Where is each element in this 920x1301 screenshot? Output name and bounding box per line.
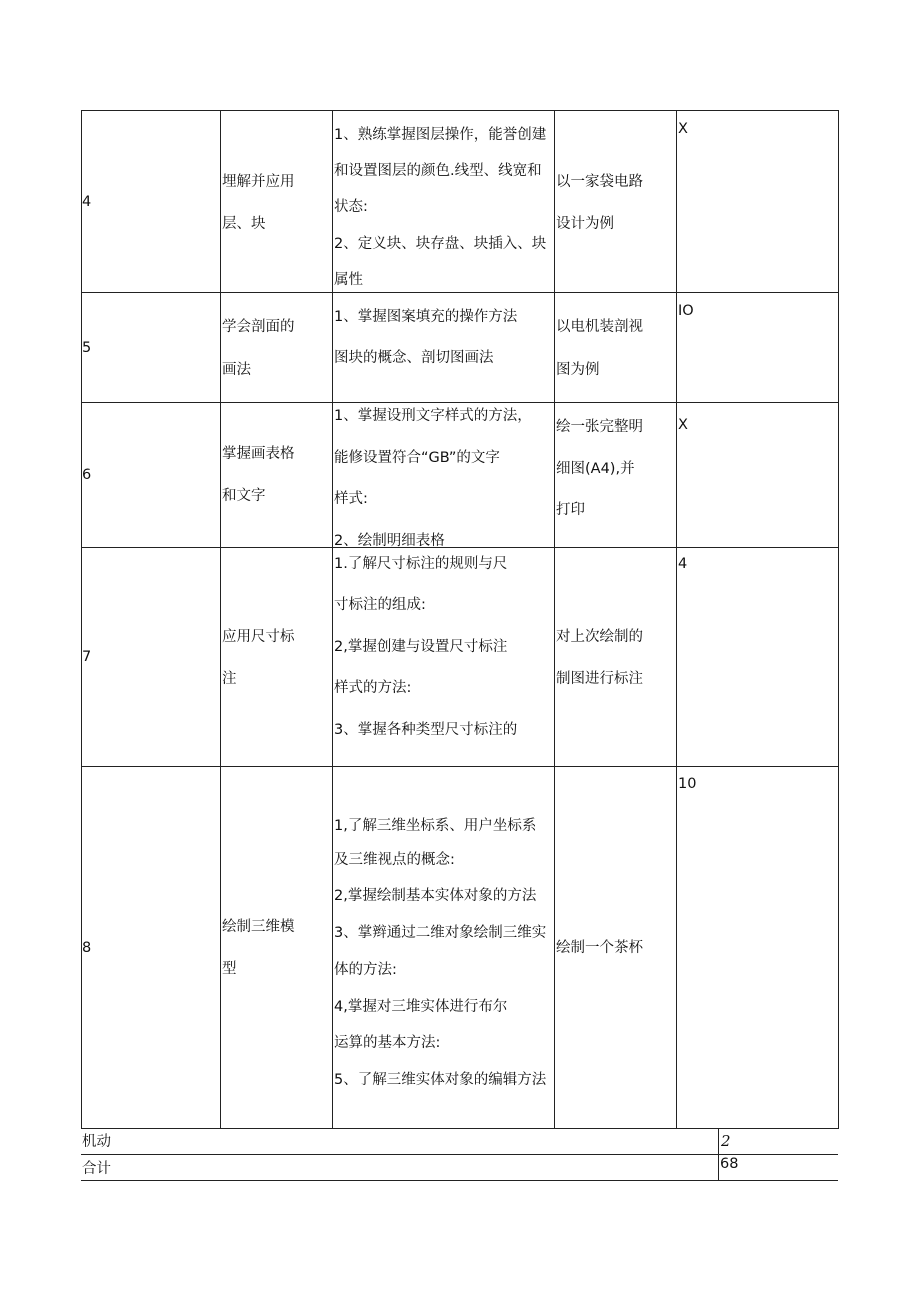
example-line: 打印 (556, 502, 585, 518)
topic-line: 注 (222, 671, 237, 687)
content-line: 寸标注的组成: (334, 597, 426, 613)
content-line: 2、绘制明细表格 (334, 533, 445, 547)
row-divider (81, 1128, 838, 1129)
content-line: 样式的方法: (334, 680, 412, 696)
row-number: 6 (82, 467, 92, 483)
column-divider (332, 110, 333, 1129)
hours-value: X (678, 121, 688, 137)
topic-line: 掌握画表格 (222, 446, 295, 462)
topic-line: 层、块 (222, 216, 266, 232)
example-line: 图为例 (556, 362, 600, 378)
content-line: 图块的概念、剖切图画法 (334, 350, 494, 366)
topic-line: 绘制三维模 (222, 919, 295, 935)
row-number: 8 (82, 940, 92, 956)
clipped-cell-region (333, 525, 553, 547)
row-number: 4 (82, 194, 92, 210)
topic-line: 和文字 (222, 488, 266, 504)
content-line: 2,掌握绘制基本实体对象的方法 (334, 888, 537, 904)
content-line: 1、掌握设刑文字样式的方法， (334, 408, 532, 424)
table-border-right (838, 110, 839, 1129)
table-border-top (81, 110, 838, 111)
example-line: 绘一张完整明 (556, 419, 643, 435)
hours-value: X (678, 417, 688, 433)
content-line: 属性 (334, 272, 363, 288)
example-line: 设计为例 (556, 216, 614, 232)
topic-line: 学会剖面的 (222, 319, 295, 335)
hours-value: 10 (678, 776, 697, 792)
content-line: 1、掌握图案填充的操作方法 (334, 309, 518, 325)
content-line: 样式: (334, 491, 368, 507)
example-line: 细图(A4),并 (556, 461, 635, 477)
example-line: 对上次绘制的 (556, 629, 643, 645)
content-line: 2、定义块、块存盘、块插入、块 (334, 236, 547, 252)
footer-column-divider (718, 1128, 719, 1181)
row-divider (81, 766, 838, 767)
row-divider (81, 402, 838, 403)
row-number: 5 (82, 340, 92, 356)
content-line: 3、掌握各种类型尺寸标注的 (334, 722, 518, 738)
hours-value: 4 (678, 556, 688, 572)
topic-line: 应用尺寸标 (222, 629, 295, 645)
topic-line: 埋解并应用 (222, 174, 295, 190)
column-divider (554, 110, 555, 1129)
example-line: 制图进行标注 (556, 671, 643, 687)
content-line: 能修设置符合“GB”的文字 (334, 450, 500, 466)
content-line: 及三维视点的概念: (334, 852, 455, 868)
row-divider (81, 547, 838, 548)
example-line: 以电机装剖视 (556, 319, 643, 335)
table-border-bottom (81, 1180, 838, 1181)
total-label: 合计 (82, 1161, 111, 1177)
example-line: 绘制一个茶杯 (556, 940, 643, 956)
content-line: 状态: (334, 199, 368, 215)
content-line: 5、了解三维实体对象的编辑方法 (334, 1072, 547, 1088)
content-line: 1、熟练掌握图层操作，能誉创建 (334, 127, 547, 143)
content-line: 体的方法: (334, 962, 397, 978)
topic-line: 型 (222, 961, 237, 977)
content-line: 1,了解三维坐标系、用户坐标系 (334, 818, 537, 834)
flex-hours: 2 (721, 1132, 731, 1150)
total-hours: 68 (720, 1156, 739, 1172)
column-divider (220, 110, 221, 1129)
content-line: 1.了解尺寸标注的规则与尺 (334, 556, 508, 572)
table-border-left (81, 110, 82, 1129)
topic-line: 画法 (222, 362, 251, 378)
flex-label: 机动 (82, 1134, 111, 1150)
footer-divider (81, 1154, 838, 1155)
row-number: 7 (82, 649, 92, 665)
content-line: 和设置图层的颜色.线型、线宽和 (334, 163, 542, 179)
content-line: 3、掌辫通过二维对象绘制三维实 (334, 925, 547, 941)
content-line: 2,掌握创建与设置尺寸标注 (334, 639, 508, 655)
content-line: 运算的基本方法: (334, 1035, 441, 1051)
example-line: 以一家袋电路 (556, 174, 643, 190)
content-line: 4,掌握对三堆实体进行布尔 (334, 999, 508, 1015)
column-divider (676, 110, 677, 1129)
hours-value: IO (678, 303, 694, 319)
row-divider (81, 292, 838, 293)
